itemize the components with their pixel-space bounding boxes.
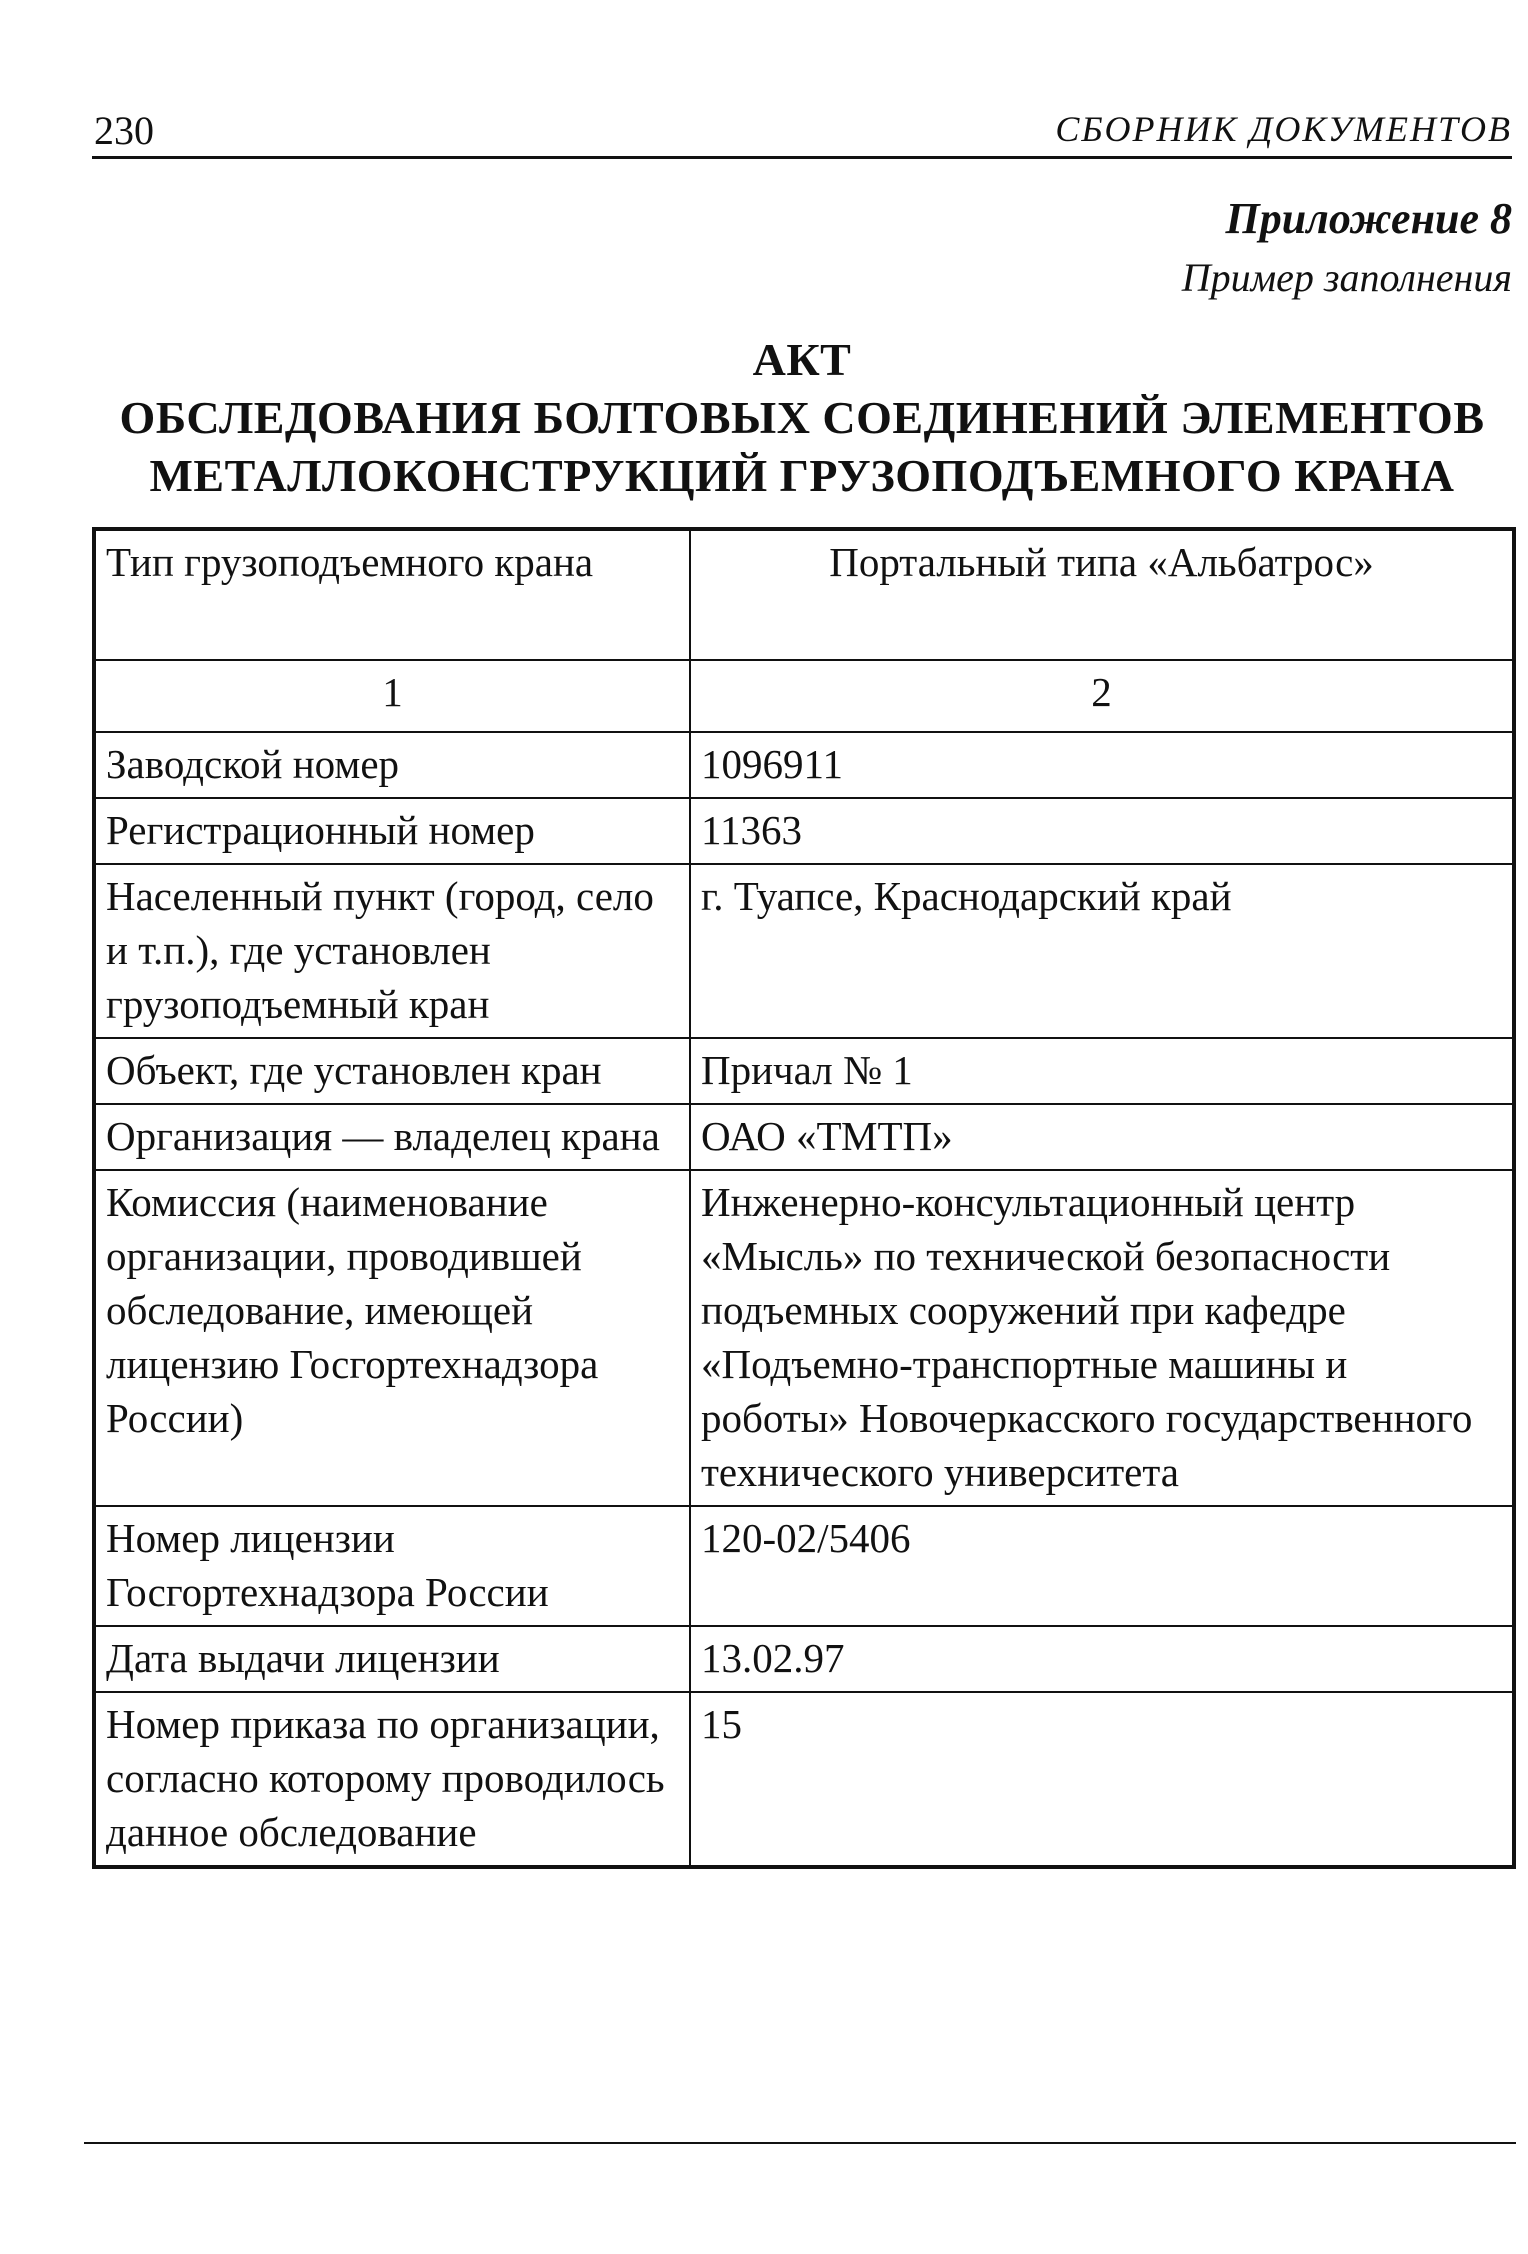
row-label: Номер приказа по организации, согласно которому проводилось данное обследование bbox=[94, 1692, 690, 1867]
running-title: СБОРНИК ДОКУМЕНТОВ bbox=[1055, 109, 1512, 149]
page-number: 230 bbox=[94, 108, 154, 153]
row-value: Инженерно-консультационный центр «Мысль» по технической безопасности подъемных сооружений при кафедре «Подъемно-транспортные машины и роботы» Новочеркасского государственного технического университета bbox=[690, 1170, 1514, 1506]
appendix-subtitle: Пример заполнения bbox=[1181, 255, 1512, 300]
row-label: Организация — владелец крана bbox=[94, 1104, 690, 1170]
appendix-label: Приложение 8 bbox=[1225, 194, 1512, 243]
row-value: г. Туапсе, Краснодарский край bbox=[690, 864, 1514, 1038]
row-label: Заводской номер bbox=[94, 732, 690, 798]
row-value: Причал № 1 bbox=[690, 1038, 1514, 1104]
table-row bbox=[94, 732, 1514, 798]
table-row bbox=[94, 1506, 1514, 1626]
document-page bbox=[92, 96, 1512, 1869]
table-row bbox=[94, 1104, 1514, 1170]
table-row bbox=[94, 1170, 1514, 1506]
table-header-row bbox=[94, 529, 1514, 660]
row-label: Регистрационный номер bbox=[94, 798, 690, 864]
table-row bbox=[94, 798, 1514, 864]
row-value: 1096911 bbox=[690, 732, 1514, 798]
bottom-divider bbox=[84, 2142, 1516, 2144]
act-subtitle-line-2: МЕТАЛЛОКОНСТРУКЦИЙ ГРУЗОПОДЪЕМНОГО КРАНА bbox=[149, 450, 1455, 501]
row-label: Объект, где установлен кран bbox=[94, 1038, 690, 1104]
column-number-1: 1 bbox=[94, 660, 690, 732]
column-number-row bbox=[94, 660, 1514, 732]
table-row bbox=[94, 864, 1514, 1038]
row-label: Комиссия (наименование организации, проводившей обследование, имеющей лицензию Госгортехнадзора России) bbox=[94, 1170, 690, 1506]
act-title: АКТ bbox=[752, 334, 852, 385]
table-row bbox=[94, 1692, 1514, 1867]
row-label: Дата выдачи лицензии bbox=[94, 1626, 690, 1692]
row-label: Номер лицензии Госгортехнадзора России bbox=[94, 1506, 690, 1626]
row-value: ОАО «ТМТП» bbox=[690, 1104, 1514, 1170]
running-header bbox=[92, 96, 1512, 159]
table-row bbox=[94, 1626, 1514, 1692]
header-label-cell: Тип грузоподъемного крана bbox=[94, 529, 690, 660]
row-value: 120-02/5406 bbox=[690, 1506, 1514, 1626]
act-subtitle-line-1: ОБСЛЕДОВАНИЯ БОЛТОВЫХ СОЕДИНЕНИЙ ЭЛЕМЕНТОВ bbox=[119, 392, 1485, 443]
table-row bbox=[94, 1038, 1514, 1104]
row-value: 13.02.97 bbox=[690, 1626, 1514, 1692]
row-label: Населенный пункт (город, село и т.п.), где установлен грузоподъемный кран bbox=[94, 864, 690, 1038]
act-table bbox=[92, 527, 1516, 1869]
column-number-2: 2 bbox=[690, 660, 1514, 732]
row-value: 11363 bbox=[690, 798, 1514, 864]
header-value-cell: Портальный типа «Альбатрос» bbox=[690, 529, 1514, 660]
row-value: 15 bbox=[690, 1692, 1514, 1867]
